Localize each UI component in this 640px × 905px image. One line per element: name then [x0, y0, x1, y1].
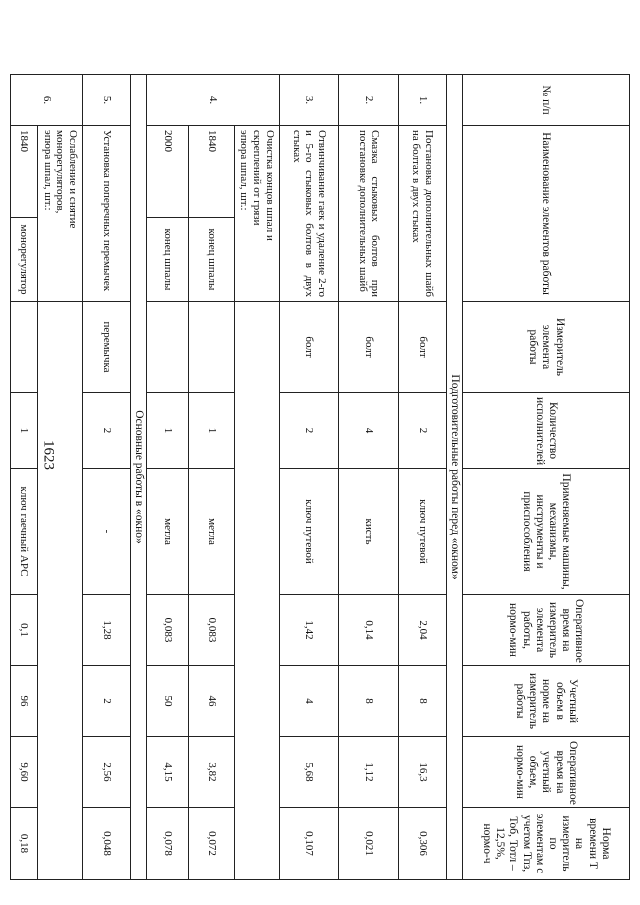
row-subtitle: эпюра шпал, шт.: — [238, 130, 251, 211]
row-op-time: 0,14 — [339, 595, 399, 666]
header-name: Наименование элементов работы — [462, 126, 629, 302]
row-num: 1. — [398, 75, 446, 126]
section-title-prep: Подготовительные работы перед «окном» — [446, 75, 462, 880]
row-workers: 4 — [339, 393, 399, 469]
row-workers: 2 — [83, 393, 131, 469]
row-workers: 2 — [279, 393, 339, 469]
table-header-row — [462, 75, 629, 880]
subrow-meter: конец шпалы — [146, 218, 188, 302]
row-name — [234, 126, 279, 302]
row-norm: 0,072 — [188, 808, 234, 880]
header-workers: Количество исполнителей — [462, 393, 629, 469]
row-volume: 4 — [279, 666, 339, 737]
row-norm: 0,021 — [339, 808, 399, 880]
row-op-time: 0,083 — [188, 595, 234, 666]
row-num: 5. — [83, 75, 131, 126]
row-name-text: Очистка концов шпал и скреплений от грязи — [251, 130, 276, 241]
row-norm: 0,078 — [146, 808, 188, 880]
row-op-time-volume: 4,15 — [146, 737, 188, 808]
row-norm: 0,048 — [83, 808, 131, 880]
row-workers: 1 — [146, 393, 188, 469]
row-meter — [11, 302, 38, 393]
row-num: 6. — [11, 75, 83, 126]
table-row — [38, 75, 83, 880]
row-workers: 2 — [398, 393, 446, 469]
row-name: Смазка стыковых болтов при постановке дополнительных шайб — [339, 126, 399, 302]
row-name: Отвинчивание гаек и удаление 2-го и 5-го стыковых болтов в двух стыках — [279, 126, 339, 302]
row-meter: болт — [339, 302, 399, 393]
row-volume: 2 — [83, 666, 131, 737]
row-op-time-volume: 3,82 — [188, 737, 234, 808]
header-op-time: Оперативное время на измеритель элемента работы, нормо-мин — [462, 595, 629, 666]
row-norm: 0,107 — [279, 808, 339, 880]
row-name-text: Ослабление и снятие монорегуляторов, — [54, 130, 80, 229]
header-tools: Применяемые машины, механизмы, инструменты и приспособления — [462, 469, 629, 595]
page-number: 1623 — [40, 440, 57, 470]
row-name: Постановка дополнительных шайб на болтах в двух стыках — [398, 126, 446, 302]
table-row — [339, 75, 399, 880]
row-tools: метла — [146, 469, 188, 595]
row-num: 3. — [279, 75, 339, 126]
row-tools: ключ гаечный АРС — [11, 469, 38, 595]
header-num: № п/п — [462, 75, 629, 126]
row-num: 4. — [146, 75, 279, 126]
header-meter: Измеритель элемента работы — [462, 302, 629, 393]
row-volume: 96 — [11, 666, 38, 737]
row-volume: 50 — [146, 666, 188, 737]
subrow-label: 1840 — [11, 126, 38, 218]
row-volume: 46 — [188, 666, 234, 737]
row-op-time-volume: 5,68 — [279, 737, 339, 808]
table-subrow — [146, 75, 188, 880]
table-row — [83, 75, 131, 880]
work-norms-table — [10, 74, 630, 880]
row-op-time: 0,083 — [146, 595, 188, 666]
section-row-prep — [446, 75, 462, 880]
row-tools: метла — [188, 469, 234, 595]
row-tools: - — [83, 469, 131, 595]
table-subrow — [11, 75, 38, 880]
row-op-time: 1,28 — [83, 595, 131, 666]
row-op-time: 0,1 — [11, 595, 38, 666]
row-op-time-volume: 1,12 — [339, 737, 399, 808]
section-row-main — [131, 75, 147, 880]
row-workers: 1 — [11, 393, 38, 469]
subrow-label: 2000 — [146, 126, 188, 218]
row-meter — [146, 302, 188, 393]
header-volume: Учетный объем в норме на измеритель работы — [462, 666, 629, 737]
row-op-time: 1,42 — [279, 595, 339, 666]
row-meter: болт — [398, 302, 446, 393]
rotated-table-wrapper — [10, 74, 630, 879]
row-name: Установка поперечных перемычек — [83, 126, 131, 302]
header-norm: Норма времени Т на измеритель по элементам с учетом Тпз, Тоб, Тотл – 12,5%, нормо-ч — [462, 808, 629, 880]
row-norm: 0,18 — [11, 808, 38, 880]
table-subrow — [188, 75, 234, 880]
row-norm: 0,306 — [398, 808, 446, 880]
row-subtitle: эпюра шпал, шт.: — [41, 130, 54, 211]
table-row — [234, 75, 279, 880]
row-volume: 8 — [339, 666, 399, 737]
row-tools: ключ путевой — [279, 469, 339, 595]
row-meter: перемычка — [83, 302, 131, 393]
row-tools: кисть — [339, 469, 399, 595]
subrow-label: 1840 — [188, 126, 234, 218]
header-op-time-volume: Оперативное время на учетный объем, нормо-мин — [462, 737, 629, 808]
row-op-time-volume: 2,56 — [83, 737, 131, 808]
row-volume: 8 — [398, 666, 446, 737]
row-workers: 1 — [188, 393, 234, 469]
row-name — [38, 126, 83, 302]
row-op-time-volume: 9,60 — [11, 737, 38, 808]
row-tools: ключ путевой — [398, 469, 446, 595]
subrow-meter: монорегулятор — [11, 218, 38, 302]
table-row — [279, 75, 339, 880]
row-meter — [188, 302, 234, 393]
row-meter: болт — [279, 302, 339, 393]
row-op-time-volume: 16,3 — [398, 737, 446, 808]
row-num: 2. — [339, 75, 399, 126]
subrow-meter: конец шпалы — [188, 218, 234, 302]
table-row — [398, 75, 446, 880]
section-title-main: Основные работы в «окно» — [131, 75, 147, 880]
row-op-time: 2,04 — [398, 595, 446, 666]
